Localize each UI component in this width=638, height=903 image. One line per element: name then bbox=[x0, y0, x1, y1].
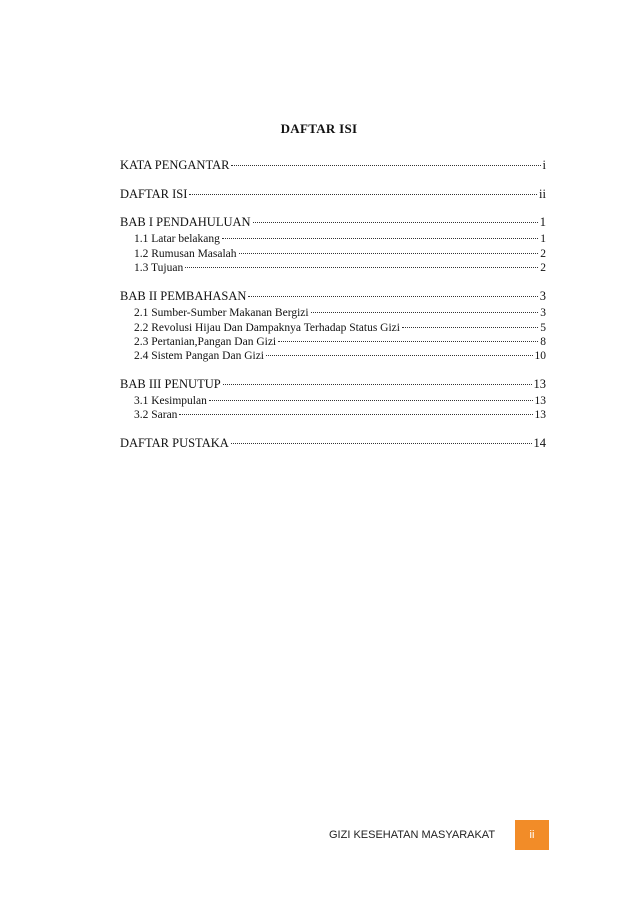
toc-entry-page: i bbox=[542, 158, 546, 172]
toc-entry-label: 1.3 Tujuan bbox=[134, 262, 184, 274]
toc-entry-label: DAFTAR PUSTAKA bbox=[120, 436, 229, 450]
dot-leader bbox=[239, 253, 539, 254]
toc-entry-label: 1.2 Rumusan Masalah bbox=[134, 248, 237, 260]
toc-entry-label: KATA PENGANTAR bbox=[120, 158, 230, 172]
toc-entry-page: 3 bbox=[539, 289, 546, 303]
dot-leader bbox=[185, 267, 538, 268]
toc-entry-label: BAB I PENDAHULUAN bbox=[120, 215, 251, 229]
dot-leader bbox=[266, 355, 533, 356]
toc-entry bbox=[120, 260, 546, 276]
toc-entry bbox=[120, 435, 546, 451]
toc-entry-label: 3.2 Saran bbox=[134, 409, 178, 421]
dot-leader bbox=[248, 296, 537, 297]
page-number-badge: ii bbox=[515, 820, 549, 850]
toc-entry bbox=[120, 376, 546, 392]
toc-entry-label: DAFTAR ISI bbox=[120, 187, 188, 201]
toc-entry-label: BAB III PENUTUP bbox=[120, 377, 221, 391]
toc-entry-page: ii bbox=[539, 187, 546, 201]
dot-leader bbox=[223, 384, 532, 385]
dot-leader bbox=[311, 312, 539, 313]
toc-entry bbox=[120, 231, 546, 247]
dot-leader bbox=[231, 165, 540, 166]
toc-entry-page: 5 bbox=[540, 322, 546, 334]
toc-entry-label: 2.1 Sumber-Sumber Makanan Bergizi bbox=[134, 307, 309, 319]
dot-leader bbox=[222, 238, 538, 239]
toc-entry-page: 2 bbox=[540, 262, 546, 274]
toc-entry-label: 3.1 Kesimpulan bbox=[134, 395, 207, 407]
toc-entry-page: 1 bbox=[539, 215, 546, 229]
dot-leader bbox=[402, 327, 538, 328]
toc-entry-label: 2.2 Revolusi Hijau Dan Dampaknya Terhadap Status Gizi bbox=[134, 322, 400, 334]
toc-entry-label: 2.3 Pertanian,Pangan Dan Gizi bbox=[134, 336, 277, 348]
toc-entry-page: 1 bbox=[540, 233, 546, 245]
toc-entry bbox=[120, 348, 546, 364]
toc-entry-page: 10 bbox=[534, 350, 546, 362]
toc-entry-page: 13 bbox=[533, 377, 546, 391]
page-title: DAFTAR ISI bbox=[280, 121, 358, 136]
toc-entry-page: 14 bbox=[533, 436, 546, 450]
toc-entry-label: 1.1 Latar belakang bbox=[134, 233, 220, 245]
toc-entry-page: 13 bbox=[534, 409, 546, 421]
dot-leader bbox=[189, 194, 537, 195]
toc-entry-page: 8 bbox=[540, 336, 546, 348]
toc-entry bbox=[120, 407, 546, 423]
toc-entry-label: 2.4 Sistem Pangan Dan Gizi bbox=[134, 350, 264, 362]
toc-entry-page: 13 bbox=[534, 395, 546, 407]
footer-title: GIZI KESEHATAN MASYARAKAT bbox=[329, 829, 496, 841]
toc-entry bbox=[120, 288, 546, 304]
toc-entry bbox=[120, 186, 546, 202]
page-footer bbox=[329, 822, 503, 848]
toc-entry bbox=[120, 305, 546, 321]
toc-entry-label: BAB II PEMBAHASAN bbox=[120, 289, 247, 303]
dot-leader bbox=[253, 222, 538, 223]
dot-leader bbox=[209, 400, 533, 401]
dot-leader bbox=[231, 443, 532, 444]
toc-entry-page: 3 bbox=[540, 307, 546, 319]
dot-leader bbox=[179, 414, 532, 415]
toc-entry bbox=[120, 214, 546, 230]
toc-entry-page: 2 bbox=[540, 248, 546, 260]
dot-leader bbox=[278, 341, 538, 342]
toc-entry bbox=[120, 157, 546, 173]
